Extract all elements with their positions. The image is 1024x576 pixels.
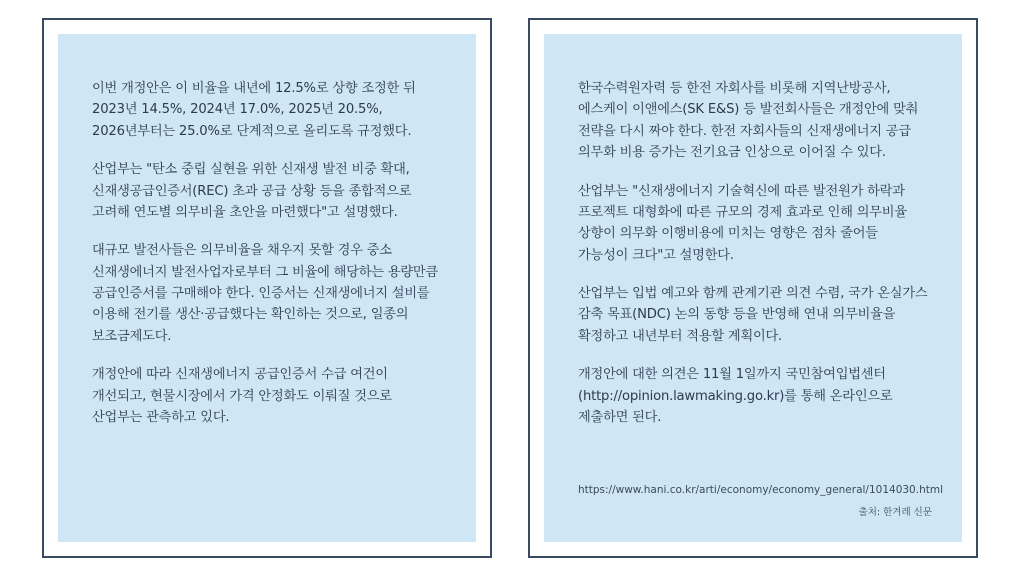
slide-left-content-panel [58, 34, 476, 542]
source-label: 출처: 한겨레 신문 [858, 506, 932, 518]
slide-right [528, 18, 978, 558]
paragraph: 개정안에 대한 의견은 11월 1일까지 국민참여입법센터(http://opinion.lawmaking.go.kr)를 통해 온라인으로 제출하면 된다. [578, 367, 893, 425]
slide-right-content-panel [544, 34, 962, 542]
paragraph: 산업부는 "탄소 중립 실현을 위한 신재생 발전 비중 확대, 신재생공급인증서(REC) 초과 공급 상황 등을 종합적으로 고려해 연도별 의무비율 초안을 마련했다"고 설명했다. [92, 162, 412, 220]
slide-left [42, 18, 492, 558]
source-url[interactable]: https://www.hani.co.kr/arti/economy/economy_general/1014030.html [578, 484, 943, 497]
paragraph: 개정안에 따라 신재생에너지 공급인증서 수급 여건이 개선되고, 현물시장에서 가격 안정화도 이뤄질 것으로 산업부는 관측하고 있다. [92, 367, 392, 425]
paragraph: 산업부는 입법 예고와 함께 관계기관 의견 수렴, 국가 온실가스 감축 목표(NDC) 논의 동향 등을 반영해 연내 의무비율을 확정하고 내년부터 적용할 계획이다. [578, 286, 928, 344]
source-block [578, 483, 943, 520]
paragraph: 이번 개정안은 이 비율을 내년에 12.5%로 상향 조정한 뒤 2023년 14.5%, 2024년 17.0%, 2025년 20.5%, 2026년부터는 25.0%로 단계적으로 올리도록 규정했다. [92, 81, 416, 139]
paragraph: 한국수력원자력 등 한전 자회사를 비롯해 지역난방공사, 에스케이 이앤에스(SK E&S) 등 발전회사들은 개정안에 맞춰 전략을 다시 짜야 한다. 한전 자회사들의 신재생에너지 공급 의무화 비용 증가는 전기요금 인상으로 이어질 수 있다. [578, 81, 919, 161]
paragraph: 대규모 발전사들은 의무비율을 채우지 못할 경우 중소 신재생에너지 발전사업자로부터 그 비율에 해당하는 용량만큼 공급인증서를 구매해야 한다. 인증서는 신재생에너지 설비를 이용해 전기를 생산·공급했다는 확인하는 것으로, 일종의 보조금제도다. [92, 243, 438, 344]
paragraph: 산업부는 "신재생에너지 기술혁신에 따른 발전원가 하락과 프로젝트 대형화에 따른 규모의 경제 효과로 인해 의무비율 상향이 의무화 이행비용에 미치는 영향은 점차 줄어들 가능성이 크다"고 설명한다. [578, 183, 907, 263]
